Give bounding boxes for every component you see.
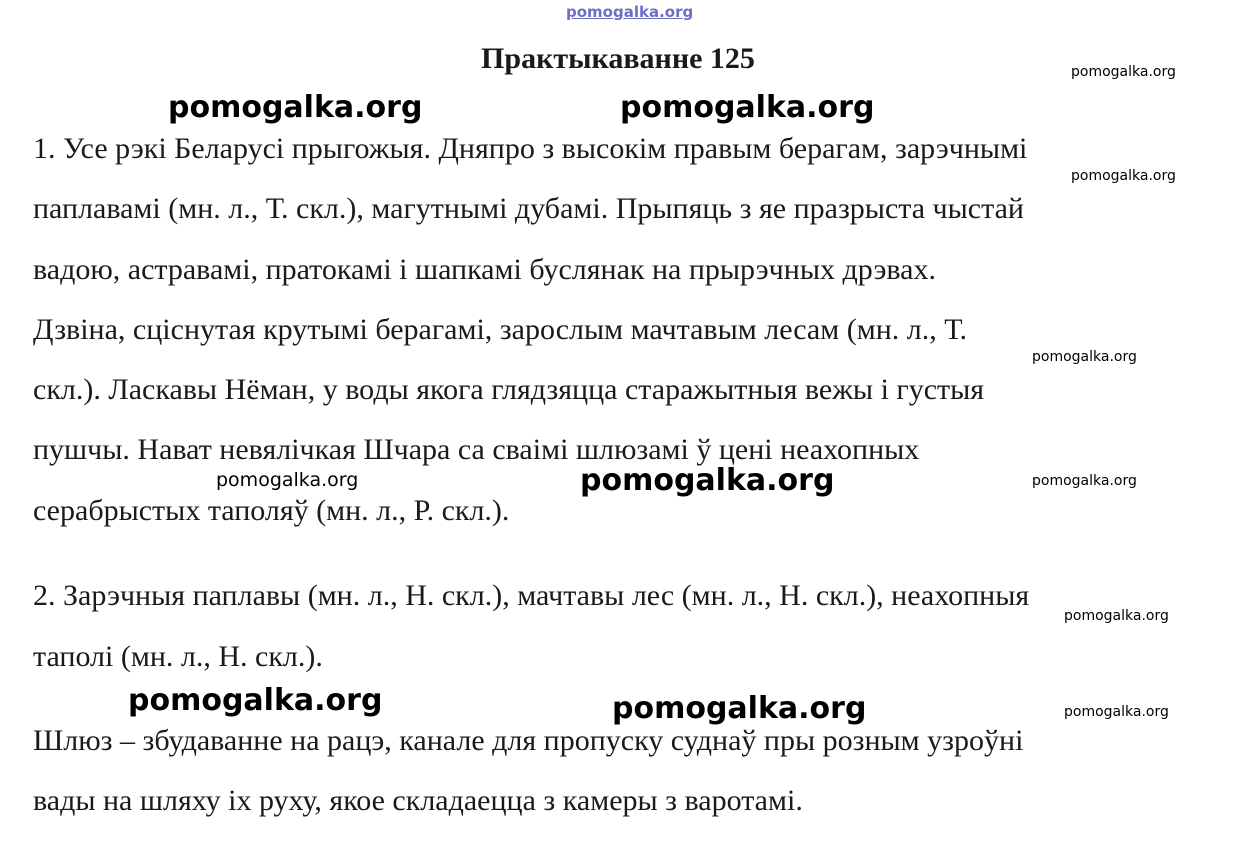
paragraph-1-line-2: паплавамі (мн. л., Т. скл.), магутнымі дубамі. Прыпяць з яе празрыста чыстай bbox=[33, 192, 1024, 225]
watermark-large: pomogalka.org bbox=[128, 683, 383, 718]
paragraph-3-line-2: вады на шляху іх руху, якое складаецца з камеры з варотамі. bbox=[33, 784, 803, 817]
paragraph-3-line-1: Шлюз – збудаванне на рацэ, канале для пропуску суднаў пры розным узроўні bbox=[33, 724, 1024, 757]
paragraph-1-line-3: вадою, астравамі, пратокамі і шапкамі буслянак на прырэчных дрэвах. bbox=[33, 253, 936, 286]
watermark-small: pomogalka.org bbox=[1064, 704, 1169, 720]
site-link-top[interactable]: pomogalka.org bbox=[566, 3, 694, 21]
watermark-small: pomogalka.org bbox=[1071, 168, 1176, 184]
watermark-large: pomogalka.org bbox=[168, 90, 423, 125]
watermark-large: pomogalka.org bbox=[612, 691, 867, 726]
watermark-small: pomogalka.org bbox=[1064, 608, 1169, 624]
watermark-small: pomogalka.org bbox=[1032, 473, 1137, 489]
watermark-small: pomogalka.org bbox=[1032, 349, 1137, 365]
page-title: Практыкаванне 125 bbox=[481, 42, 755, 75]
paragraph-1-line-5: скл.). Ласкавы Нёман, у воды якога глядзяцца старажытныя вежы і густыя bbox=[33, 373, 985, 406]
watermark-small: pomogalka.org bbox=[1071, 64, 1176, 80]
paragraph-2-line-1: 2. Зарэчныя паплавы (мн. л., Н. скл.), мачтавы лес (мн. л., Н. скл.), неахопныя bbox=[33, 579, 1030, 612]
paragraph-2-line-2: таполі (мн. л., Н. скл.). bbox=[33, 640, 323, 673]
paragraph-1-line-7: серабрыстых таполяў (мн. л., Р. скл.). bbox=[33, 494, 510, 527]
paragraph-1-line-6: пушчы. Нават невялічкая Шчара са сваімі шлюзамі ў цені неахопных bbox=[33, 433, 920, 466]
watermark-large: pomogalka.org bbox=[620, 90, 875, 125]
paragraph-1-line-1: 1. Усе рэкі Беларусі прыгожыя. Дняпро з высокім правым берагам, зарэчнымі bbox=[33, 132, 1028, 165]
watermark-small: pomogalka.org bbox=[216, 469, 359, 491]
watermark-large: pomogalka.org bbox=[580, 463, 835, 498]
paragraph-1-line-4: Дзвіна, сціснутая крутымі берагамі, зарослым мачтавым лесам (мн. л., Т. bbox=[33, 313, 968, 346]
